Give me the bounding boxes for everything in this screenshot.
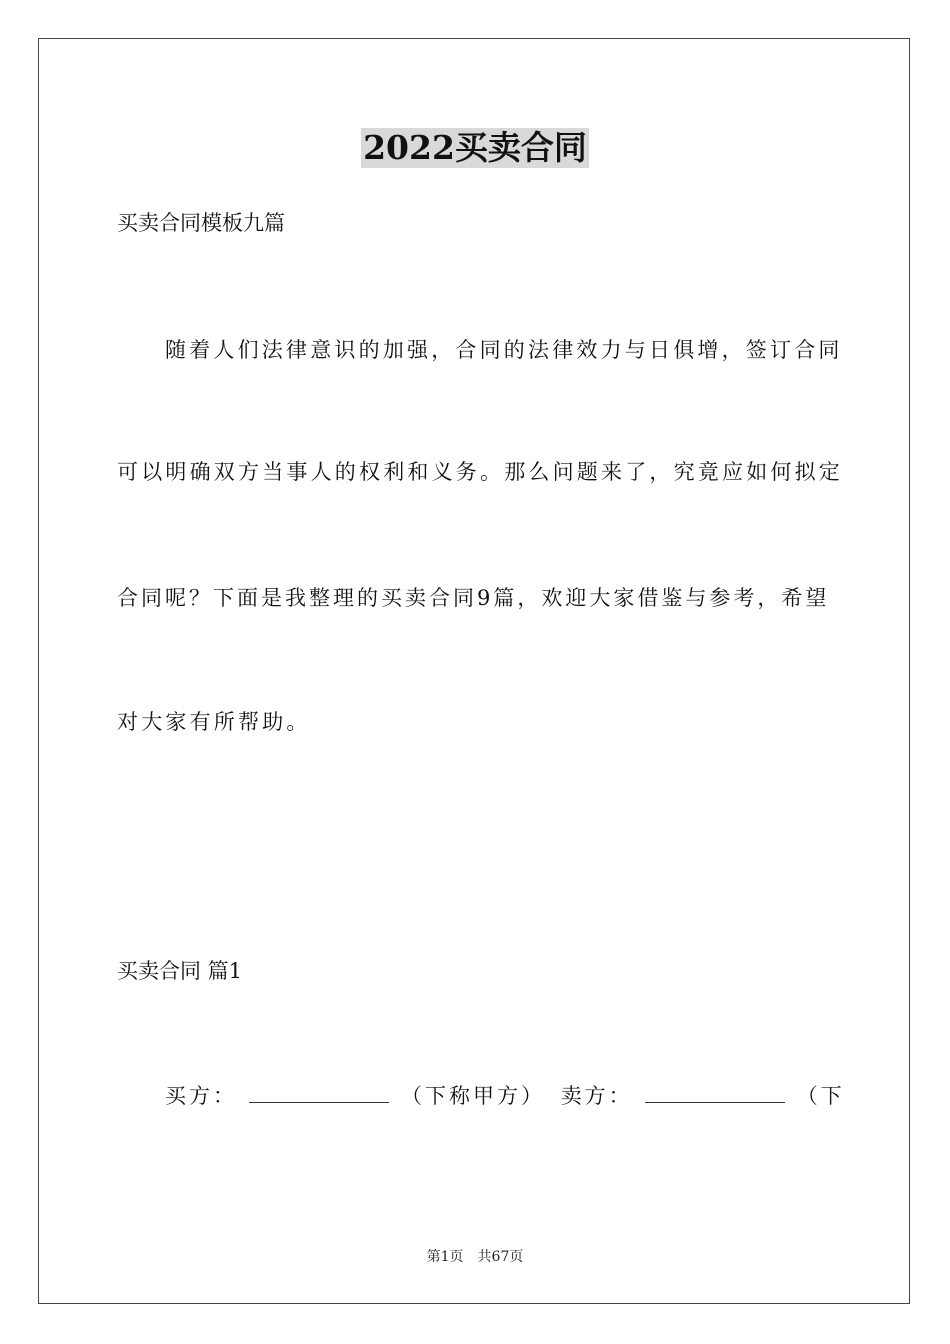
party-row: [165, 1081, 845, 1111]
seller-suffix: （下: [796, 1084, 845, 1108]
intro-line-4: 对大家有所帮助。: [117, 710, 311, 734]
intro-line-1: 随着人们法律意识的加强，合同的法律效力与日俱增，签订合同: [165, 338, 843, 362]
section-heading: 买卖合同 篇1: [117, 959, 243, 983]
document-subtitle: 买卖合同模板九篇: [117, 211, 285, 235]
page-footer: 第1页 共67页: [426, 1249, 524, 1265]
document-title: 2022买卖合同: [363, 128, 587, 167]
intro-line-2: 可以明确双方当事人的权利和义务。那么问题来了，究竟应如何拟定: [117, 460, 843, 484]
intro-line-3: 合同呢？下面是我整理的买卖合同9篇，欢迎大家借鉴与参考，希望: [117, 586, 830, 610]
title-wrap: [0, 128, 950, 168]
buyer-suffix: （下称甲方）: [401, 1084, 545, 1108]
seller-label: 卖方：: [560, 1084, 633, 1108]
buyer-label: 买方：: [165, 1084, 237, 1108]
buyer-blank-field: [249, 1082, 389, 1103]
seller-blank-field: [645, 1082, 785, 1103]
